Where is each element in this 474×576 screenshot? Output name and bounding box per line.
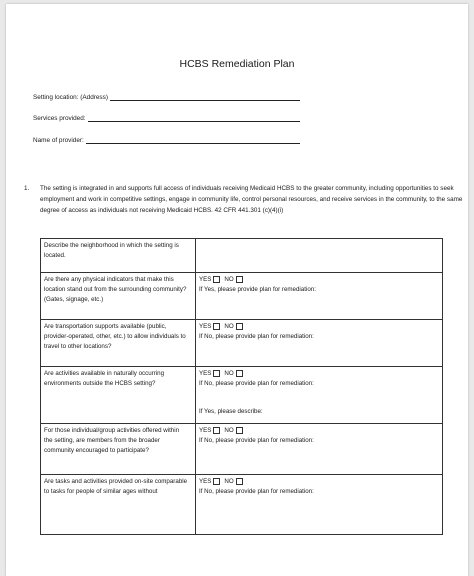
- yes-checkbox[interactable]: [213, 323, 220, 330]
- no-label: NO: [224, 323, 234, 330]
- yes-no-choice: [199, 426, 439, 436]
- question-text: Are there any physical indicators that make this: [44, 276, 174, 283]
- services-provided-line[interactable]: [88, 114, 300, 122]
- question-text: Are activities available in naturally occurring: [44, 370, 165, 377]
- answer-prompt: If No, please provide plan for remediation:: [199, 332, 314, 340]
- criterion-1: [24, 184, 463, 216]
- yes-checkbox[interactable]: [213, 370, 220, 377]
- table-row: [41, 273, 443, 320]
- answer-spacer: [199, 389, 439, 398]
- no-checkbox[interactable]: [236, 370, 243, 377]
- question-text: For those individual/group activities offered within: [44, 427, 180, 434]
- no-label: NO: [224, 370, 234, 377]
- table-row: [41, 239, 443, 273]
- no-checkbox[interactable]: [236, 276, 243, 283]
- yes-no-choice: [199, 322, 439, 332]
- question-text: travel to other locations?: [44, 342, 112, 350]
- criterion-text-line: employment and work in competitive settings, engage in community life, control personal resources, and receive services in the community, to the same: [40, 195, 463, 203]
- criterion-number: 1.: [24, 185, 30, 192]
- question-text: (Gates, signage, etc.): [44, 295, 104, 303]
- question-text: provider-operated, other, etc.) to allow individuals to: [44, 332, 186, 340]
- yes-label: YES: [199, 370, 212, 377]
- document-page: [6, 4, 468, 576]
- yes-label: YES: [199, 478, 212, 485]
- table-row: [41, 320, 443, 367]
- yes-checkbox[interactable]: [213, 427, 220, 434]
- question-text: Are transportation supports available (public,: [44, 323, 167, 330]
- answer-spacer: [199, 398, 439, 407]
- document-title: HCBS Remediation Plan: [179, 58, 295, 70]
- answer-prompt: If No, please provide plan for remediation:: [199, 379, 314, 387]
- criterion-text-line: The setting is integrated in and supports full access of individuals receiving Medicaid HCBS to the greater community, including opportunities to seek: [40, 185, 454, 192]
- question-cell: [41, 273, 196, 320]
- remediation-table: [40, 238, 443, 535]
- answer-prompt: If No, please provide plan for remediation:: [199, 436, 314, 444]
- setting-location-line[interactable]: [110, 93, 300, 101]
- setting-location-field: [33, 93, 300, 101]
- yes-checkbox[interactable]: [213, 276, 220, 283]
- question-text: to tasks for people of similar ages without: [44, 487, 158, 495]
- table-row: [41, 367, 443, 424]
- answer-cell[interactable]: [196, 239, 443, 273]
- criterion-text-line: degree of access as individuals not receiving Medicaid HCBS. 42 CFR 441.301 (c)(4)(i): [40, 206, 284, 214]
- answer-cell[interactable]: [196, 320, 443, 367]
- answer-prompt: If No, please provide plan for remediation:: [199, 487, 314, 495]
- no-label: NO: [224, 478, 234, 485]
- question-cell: [41, 475, 196, 535]
- yes-no-choice: [199, 477, 439, 487]
- name-of-provider-label: Name of provider:: [33, 137, 84, 144]
- question-text: located.: [44, 251, 66, 259]
- no-checkbox[interactable]: [236, 478, 243, 485]
- no-checkbox[interactable]: [236, 323, 243, 330]
- question-text: location stand out from the surrounding community?: [44, 285, 187, 293]
- table-row: [41, 475, 443, 535]
- no-checkbox[interactable]: [236, 427, 243, 434]
- question-cell: [41, 320, 196, 367]
- yes-checkbox[interactable]: [213, 478, 220, 485]
- question-text: Describe the neighborhood in which the setting is: [44, 242, 179, 249]
- answer-cell[interactable]: [196, 475, 443, 535]
- question-text: the setting, are members from the broader: [44, 436, 160, 444]
- no-label: NO: [224, 276, 234, 283]
- table-row: [41, 424, 443, 475]
- yes-no-choice: [199, 275, 439, 285]
- yes-no-choice: [199, 369, 439, 379]
- answer-cell[interactable]: [196, 424, 443, 475]
- yes-label: YES: [199, 323, 212, 330]
- question-cell: [41, 239, 196, 273]
- services-provided-label: Services provided:: [33, 115, 86, 122]
- answer-prompt: If Yes, please provide plan for remediation:: [199, 285, 316, 293]
- answer-cell[interactable]: [196, 273, 443, 320]
- question-cell: [41, 424, 196, 475]
- yes-label: YES: [199, 427, 212, 434]
- question-cell: [41, 367, 196, 424]
- question-text: Are tasks and activities provided on-site comparable: [44, 478, 188, 485]
- answer-cell[interactable]: [196, 367, 443, 424]
- setting-location-label: Setting location: (Address): [33, 94, 108, 101]
- yes-label: YES: [199, 276, 212, 283]
- no-label: NO: [224, 427, 234, 434]
- services-provided-field: [33, 114, 300, 122]
- name-of-provider-field: [33, 136, 300, 144]
- question-text: community encouraged to participate?: [44, 446, 149, 454]
- name-of-provider-line[interactable]: [86, 136, 300, 144]
- question-text: environments outside the HCBS setting?: [44, 379, 156, 387]
- answer-prompt: If Yes, please describe:: [199, 407, 263, 415]
